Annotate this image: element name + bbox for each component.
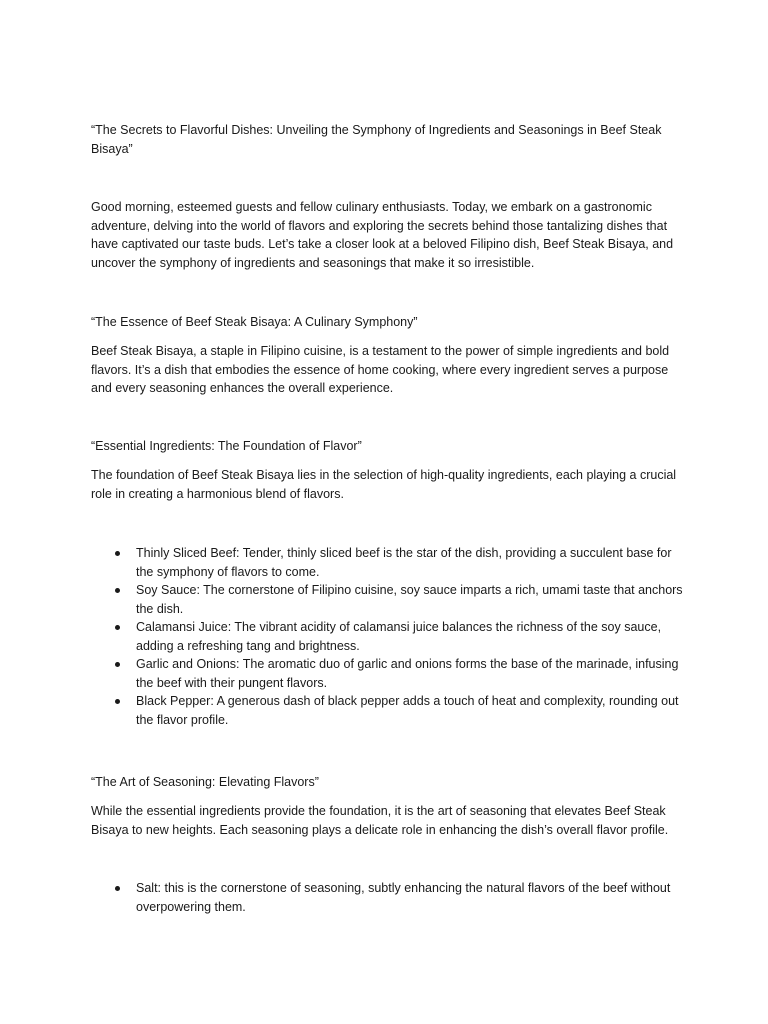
intro-paragraph: Good morning, esteemed guests and fellow culinary enthusiasts. Today, we embark on a gastronomic adventure, delving into the world of flavors and exploring the secrets behind those tantalizing dishes that have captivated our taste buds. Let’s take a closer look at a beloved Filipino dish, Beef Steak Bisaya, and uncover the symphony of ingredients and seasonings that make it so irresistible.	[91, 200, 674, 270]
section-paragraph: The foundation of Beef Steak Bisaya lies in the selection of high-quality ingredients, each playing a crucial role in creating a harmonious blend of flavors.	[91, 468, 677, 501]
section-heading: “The Essence of Beef Steak Bisaya: A Culinary Symphony”	[91, 315, 418, 329]
section-paragraph: Beef Steak Bisaya, a staple in Filipino cuisine, is a testament to the power of simple ingredients and bold flavors. It’s a dish that embodies the essence of home cooking, where every ingredient serves a purpose and every seasoning enhances the overall experience.	[91, 344, 670, 395]
document-title: “The Secrets to Flavorful Dishes: Unveiling the Symphony of Ingredients and Seasonings in Beef Steak Bisaya”	[91, 123, 662, 156]
list-item: Garlic and Onions: The aromatic duo of garlic and onions forms the base of the marinade, infusing the beef with their pungent flavors.	[91, 655, 683, 692]
section-paragraph: While the essential ingredients provide the foundation, it is the art of seasoning that elevates Beef Steak Bisaya to new heights. Each seasoning plays a delicate role in enhancing the dish’s overall flavor profile.	[91, 804, 669, 837]
list-item: Black Pepper: A generous dash of black pepper adds a touch of heat and complexity, rounding out the flavor profile.	[91, 692, 683, 729]
section-heading: “The Art of Seasoning: Elevating Flavors”	[91, 775, 319, 789]
seasoning-list	[91, 879, 683, 916]
ingredients-list	[91, 544, 683, 729]
section-heading: “Essential Ingredients: The Foundation of Flavor”	[91, 439, 362, 453]
list-item: Soy Sauce: The cornerstone of Filipino cuisine, soy sauce imparts a rich, umami taste that anchors the dish.	[91, 581, 683, 618]
list-item: Calamansi Juice: The vibrant acidity of calamansi juice balances the richness of the soy sauce, adding a refreshing tang and brightness.	[91, 618, 683, 655]
list-item: Salt: this is the cornerstone of seasoning, subtly enhancing the natural flavors of the beef without overpowering them.	[91, 879, 683, 916]
list-item: Thinly Sliced Beef: Tender, thinly sliced beef is the star of the dish, providing a succulent base for the symphony of flavors to come.	[91, 544, 683, 581]
